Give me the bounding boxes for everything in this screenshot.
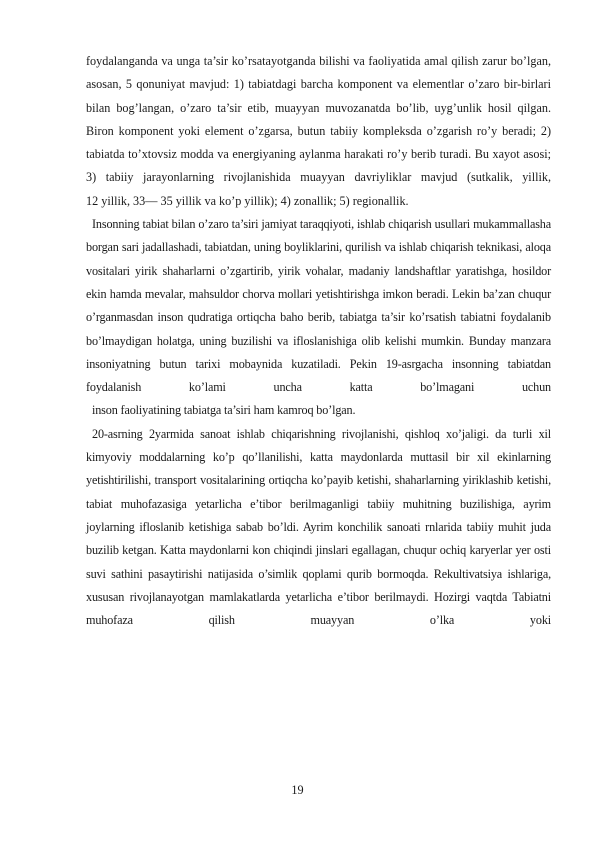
paragraph-last-line: inson faoliyatining tabiatga ta’siri ham kamroq bo’lgan. [92, 403, 356, 418]
paragraph-human-nature-interaction [86, 213, 551, 423]
paragraph-body: 20-asrning 2yarmida sanoat ishlab chiqarishning rivojlanishi, qishloq xo’jaligi. da turli xil kimyoviy moddalarning ko’p qo’llanilishi, katta maydonlarda muttasil bir xil ekinlarning yetishtirilishi, transport vositalarining ortiqcha ko’payib ketishi, shaharlarning yiriklashib ketishi, tabiat muhofazasiga yetarlicha e’tibor berilmaganligi tabiiy muhitning buzilishiga, ayrim joylarning ifloslanib ketishiga sabab bo’ldi. Ayrim konchilik sanoati rnlarida tabiiy muhit juda buzilib ketgan. Katta maydonlarni kon chiqindi jinslari egallagan, chuqur ochiq karyerlar yer osti suvi sathini pasaytirishi natijasida o’simlik qoplami qurib bormoqda. Rekultivatsiya ishlariga, xususan rivojlanayotgan mamlakatlarda yetarlicha e’tibor berilmaydi. Hozirgi vaqtda Tabiatni muhofaza qilish muayyan o’lka yoki [86, 426, 551, 628]
paragraph-20th-century [86, 423, 551, 633]
paragraph-body: foydalanganda va unga ta’sir ko’rsatayotganda bilishi va faoliyatida amal qilish zarur bo’lgan, asosan, 5 qonuniyat mavjud: 1) tabiatdagi barcha komponent va elementlar o’zaro bir-birlari bilan bog’langan, o’zaro ta’sir etib, muayyan muvozanatda bo’lib, uyg’unlik hosil qilgan. Biron komponent yoki element o’zgarsa, butun tabiiy kompleksda o’zgarish ro’y beradi; 2) tabiatda to’xtovsiz modda va energiyaning aylanma harakati ro’y berib turadi. Bu xayot asosi; 3) tabiiy jarayonlarning rivojlanishida muayyan davriyliklar mavjud (sutkalik, yillik, [86, 54, 551, 185]
page-number: 19 [291, 783, 304, 797]
document-page [86, 50, 551, 632]
paragraph-regularities [86, 50, 551, 213]
paragraph-body: Insonning tabiat bilan o’zaro ta’siri jamiyat taraqqiyoti, ishlab chiqarish usullari mukammallasha borgan sari jadallashadi, tabiatdan, uning boyliklarini, qurilish va ishlab chiqarish teknikasi, aloqa vositalari yirik shaharlarni o’zgartirib, yirik vohalar, madaniy landshaftlar yaratishga, hosildor ekin hamda mevalar, mahsuldor chorva mollari yetishtirishga imkon beradi. Lekin ba’zan chuqur o’rganmasdan inson qudratiga ortiqcha baho berib, tabiatga ta’sir ko’rsatish tabiatni foydalanib bo’lmaydigan holatga, uning buzilishi va ifloslanishiga olib kelishi mumkin. Bunday manzara insoniyatning butun tarixi mobaynida kuzatiladi. Pekin 19-asrgacha insonning tabiatdan foydalanish ko’lami uncha katta bo’lmagani uchun [86, 217, 551, 395]
paragraph-last-line: 12 yillik, 33— 35 yillik va ko’p yillik); 4) zonallik; 5) regionallik. [86, 193, 409, 208]
